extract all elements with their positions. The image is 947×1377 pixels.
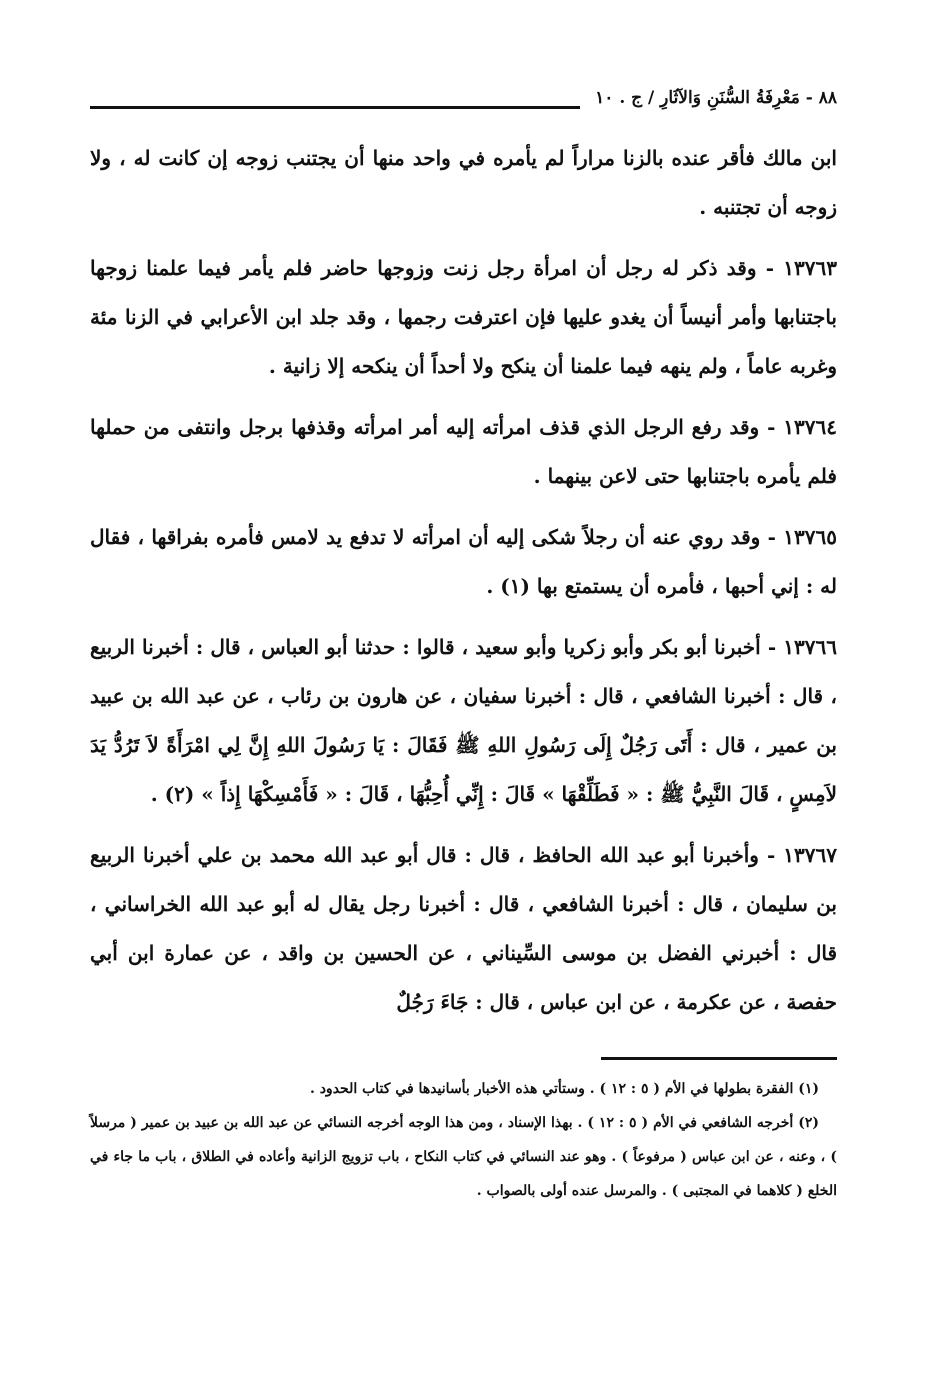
footnote-text: (٢) أخرجه الشافعي في الأم ( ٥ : ١٢ ) . بهذا الإسناد ، ومن هذا الوجه أخرجه النسائي عن عبد الله بن عبيد بن عمير ( مرسلاً ) ، وعنه ، عن ابن عباس ( مرفوعاً ) . وهو عند النسائي في كتاب النكاح ، باب تزويج الزانية وأعاده في الطلاق ، باب ما جاء في الخلع ( كلاهما في المجتبى ) . والمرسل عنده أولى بالصواب .: [90, 1115, 837, 1199]
paragraph-text: أخبرنا أبو بكر وأبو زكريا وأبو سعيد ، قالوا : حدثنا أبو العباس ، قال : أخبرنا الربيع ، قال : أخبرنا الشافعي ، قال : أخبرنا سفيان ، عن هارون بن رئاب ، عن عبد الله بن عبيد بن عمير ، قال : أَتَى رَجُلٌ إِلَى رَسُولِ اللهِ ﷺ فَقَالَ : يَا رَسُولَ اللهِ إِنَّ لِي امْرَأَةً لاَ تَرُدُّ يَدَ لاَمِسٍ ، قَالَ النَّبِيُّ ﷺ : « فَطَلِّقْهَا » قَالَ : إِنِّي أُحِبُّهَا ، قَالَ : « فَأَمْسِكْهَا إِذاً » (٢) .: [90, 635, 837, 806]
paragraph-text: وقد ذكر له رجل أن امرأة رجل زنت وزوجها حاضر فلم يأمر فيما علمنا زوجها باجتنابها وأمر أنيساً أن يغدو عليها فإن اعترفت رجمها ، وقد جلد ابن الأعرابي في الزنا مئة وغربه عاماً ، ولم ينهه فيما علمنا أن ينكح ولا أحداً أن ينكحه إلا زانية .: [90, 256, 837, 378]
paragraph-number: ١٣٧٦٣ -: [765, 256, 837, 280]
paragraph-number: ١٣٧٦٦ -: [767, 635, 837, 659]
paragraph-text: وقد رفع الرجل الذي قذف امرأته إليه أمر امرأته وقذفها برجل وانتفى من حملها فلم يأمره باجتنابها حتى لاعن بينهما .: [90, 415, 837, 488]
paragraph-number: ١٣٧٦٧ -: [766, 843, 837, 867]
paragraph-number: ١٣٧٦٤ -: [767, 415, 837, 439]
paragraph-text: وأخبرنا أبو عبد الله الحافظ ، قال : قال أبو عبد الله محمد بن علي أخبرنا الربيع بن سليمان ، قال : أخبرنا الشافعي ، قال : أخبرنا رجل يقال له أبو عبد الله الخراساني ، قال : أخبرني الفضل بن موسى السِّيناني ، عن الحسين بن واقد ، عن عمارة ابن أبي حفصة ، عن عكرمة ، عن ابن عباس ، قال : جَاءَ رَجُلٌ: [90, 843, 837, 1014]
page-header: [90, 84, 837, 124]
paragraph-text: وقد روي عنه أن رجلاً شكى إليه أن امرأته لا تدفع يد لامس فأمره بفراقها ، فقال له : إني أحبها ، فأمره أن يستمتع بها (١) .: [90, 525, 837, 598]
footnote-2: [90, 1106, 837, 1208]
paragraph-13765: [90, 513, 837, 611]
footnote-1: [90, 1072, 837, 1106]
paragraph-continuation: [90, 134, 837, 232]
paragraph-text: ابن مالك فأقر عنده بالزنا مراراً لم يأمره في واحد منها أن يجتنب زوجه إن كانت له ، ولا زوجه أن تجتنبه .: [90, 146, 837, 219]
main-text: [90, 134, 837, 1027]
paragraph-13766: [90, 623, 837, 819]
paragraph-number: ١٣٧٦٥ -: [767, 525, 838, 549]
paragraph-13763: [90, 244, 837, 391]
header-rule: [90, 106, 580, 109]
running-title: ٨٨ - مَعْرِفَةُ السُّنَنِ وَالآثَارِ / ج . ١٠: [595, 88, 837, 108]
footnote-separator-wrap: [90, 1039, 837, 1060]
footnote-separator: [601, 1057, 837, 1060]
paragraph-13764: [90, 403, 837, 501]
footnotes: [90, 1072, 837, 1208]
footnote-text: (١) الفقرة بطولها في الأم ( ٥ : ١٢ ) . وستأتي هذه الأخبار بأسانيدها في كتاب الحدود .: [309, 1081, 819, 1097]
paragraph-13767: [90, 831, 837, 1027]
book-page: [90, 84, 837, 1208]
